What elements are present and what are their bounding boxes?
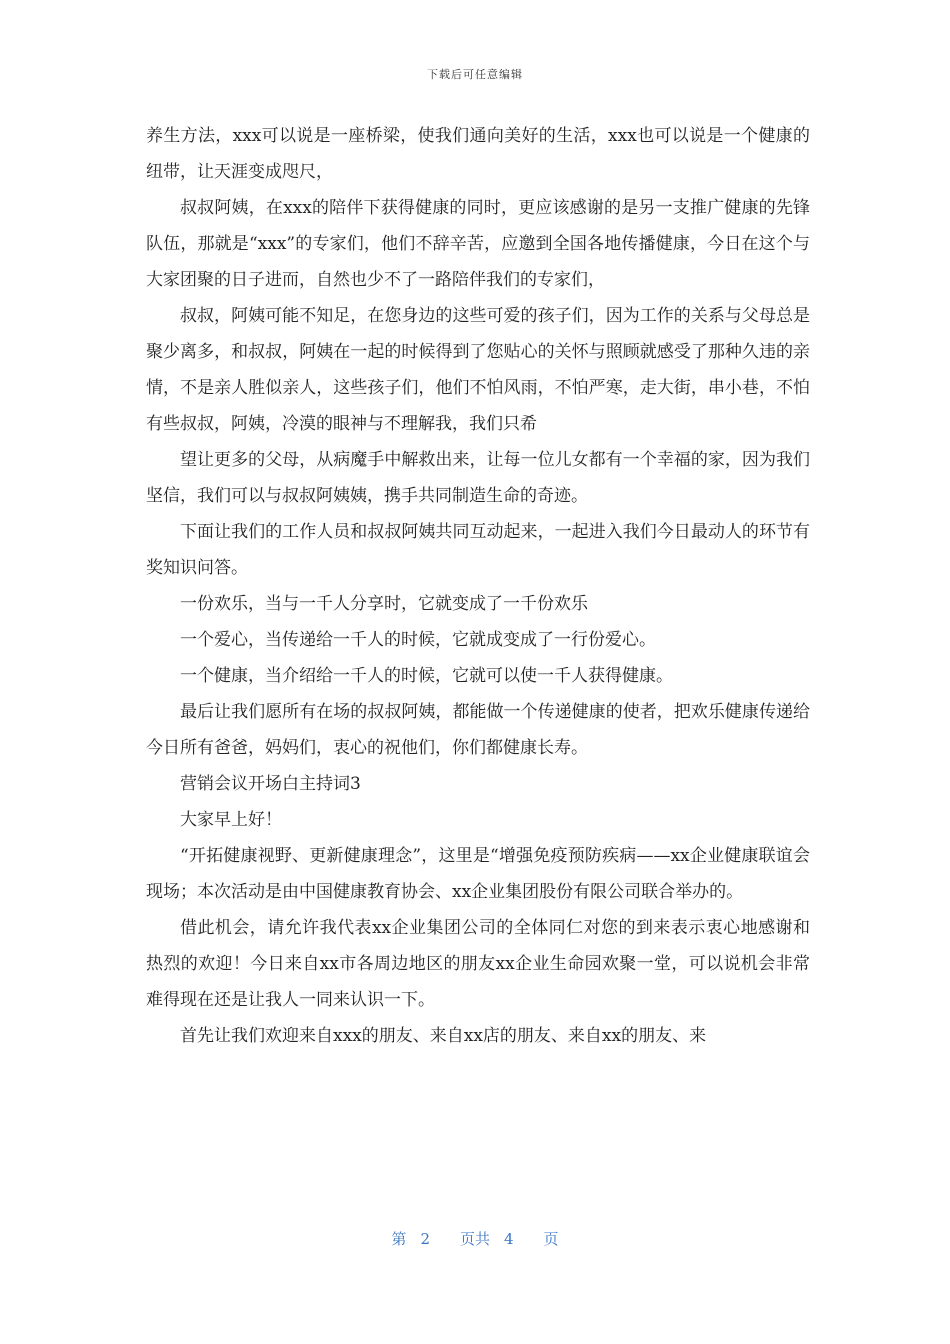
page-header: 下载后可任意编辑 <box>427 68 523 81</box>
section-heading: 营销会议开场白主持词3 <box>180 774 361 794</box>
footer-prefix: 第 <box>391 1230 407 1248</box>
paragraph-4: 望让更多的父母，从病魔手中解救出来，让每一位儿女都有一个幸福的家，因为我们坚信，我们可以与叔叔阿姨姨，携手共同制造生命的奇迹。 <box>146 450 810 506</box>
footer-middle: 页共 <box>459 1230 490 1248</box>
paragraph-3: 叔叔，阿姨可能不知足，在您身边的这些可爱的孩子们，因为工作的关系与父母总是聚少离多，和叔叔，阿姨在一起的时候得到了您贴心的关怀与照顾就感受了那种久违的亲情，不是亲人胜似亲人，这些孩子们，他们不怕风雨，不怕严寒，走大街，串小巷，不怕有些叔叔，阿姨，冷漠的眼神与不理解我，我们只希 <box>146 306 810 434</box>
paragraph-1: 养生方法，xxx可以说是一座桥梁，使我们通向美好的生活，xxx也可以说是一个健康的纽带，让天涯变成咫尺， <box>146 126 810 182</box>
document-body <box>146 118 810 1054</box>
paragraph-7: 一个爱心，当传递给一千人的时候，它就成变成了一行份爱心。 <box>180 630 656 650</box>
paragraph-5: 下面让我们的工作人员和叔叔阿姨共同互动起来，一起进入我们今日最动人的环节有奖知识问答。 <box>146 522 810 578</box>
paragraph-9: 最后让我们愿所有在场的叔叔阿姨，都能做一个传递健康的使者，把欢乐健康传递给今日所有爸爸，妈妈们，衷心的祝他们，你们都健康长寿。 <box>146 702 810 758</box>
paragraph-8: 一个健康，当介绍给一千人的时候，它就可以使一千人获得健康。 <box>180 666 673 686</box>
footer-total-pages: 4 <box>504 1230 514 1248</box>
paragraph-13: 借此机会，请允许我代表xx企业集团公司的全体同仁对您的到来表示衷心地感谢和热烈的欢迎！今日来自xx市各周边地区的朋友xx企业生命园欢聚一堂，可以说机会非常难得现在还是让我人一同来认识一下。 <box>146 918 810 1010</box>
paragraph-14: 首先让我们欢迎来自xxx的朋友、来自xx店的朋友、来自xx的朋友、来 <box>180 1026 707 1046</box>
page-footer <box>0 1228 950 1249</box>
paragraph-12: “开拓健康视野、更新健康理念”，这里是“增强免疫预防疾病——xx企业健康联谊会现场；本次活动是由中国健康教育协会、xx企业集团股份有限公司联合举办的。 <box>146 846 810 902</box>
footer-suffix: 页 <box>543 1230 559 1248</box>
footer-page-number: 2 <box>420 1230 430 1248</box>
greeting: 大家早上好！ <box>180 810 282 830</box>
paragraph-2: 叔叔阿姨，在xxx的陪伴下获得健康的同时，更应该感谢的是另一支推广健康的先锋队伍，那就是“xxx”的专家们，他们不辞辛苦，应邀到全国各地传播健康，今日在这个与大家团聚的日子进而，自然也少不了一路陪伴我们的专家们， <box>146 198 810 290</box>
paragraph-6: 一份欢乐，当与一千人分享时，它就变成了一千份欢乐 <box>180 594 588 614</box>
